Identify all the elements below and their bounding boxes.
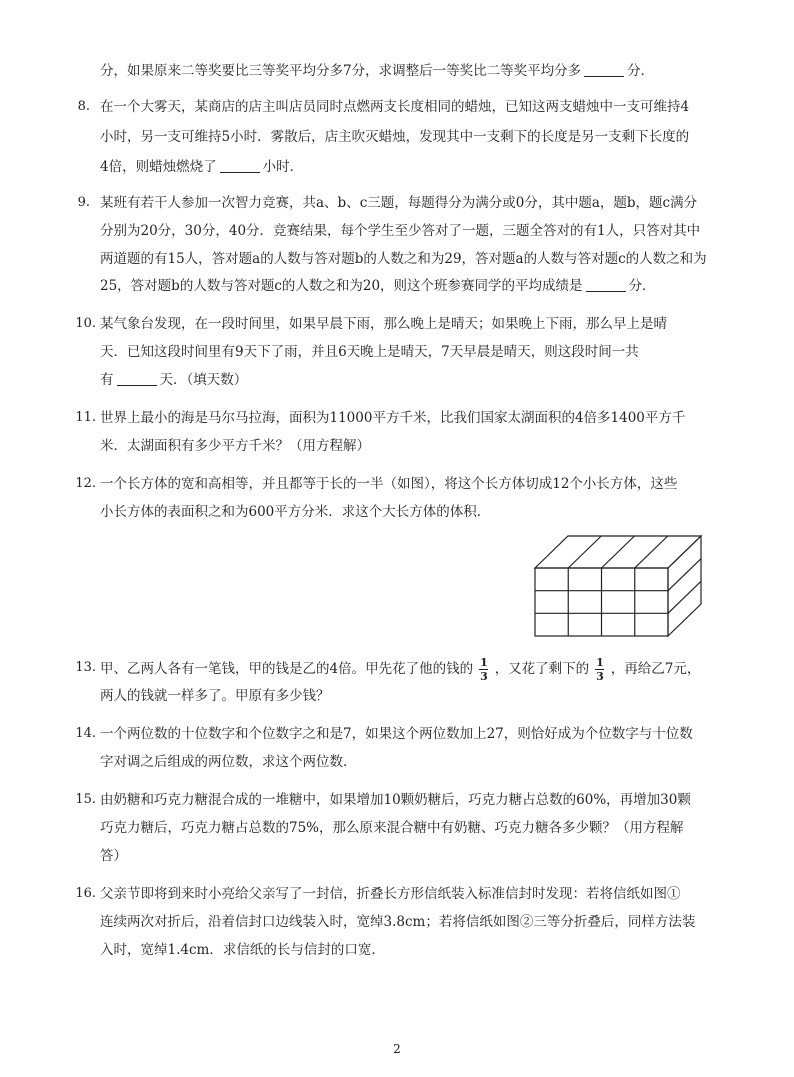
q7-line-1 xyxy=(100,61,654,81)
q11-number: 11. xyxy=(75,410,96,425)
q15-line-3: 答） xyxy=(100,848,127,864)
q7-text-b: 分． xyxy=(627,63,655,79)
q13-number: 13. xyxy=(75,660,96,675)
q14-line-2: 字对调之后组成的两位数，求这个两位数． xyxy=(100,754,357,770)
q12-number: 12. xyxy=(75,476,96,491)
q9-number: 9. xyxy=(77,195,90,210)
q9-line-3: 两道题的有15人，答对题a的人数与答对题b的人数之和为29，答对题a的人数与答对题c的人数之和为 xyxy=(100,251,707,267)
q10-text-b: 天．（填天数） xyxy=(159,372,248,388)
q14-line-1: 一个两位数的十位数字和个位数字之和是7，如果这个两位数加上27，则恰好成为个位数字与十位数 xyxy=(100,726,693,742)
q16-number: 16. xyxy=(75,886,96,901)
q13-text-c: ，再给乙7元， xyxy=(610,661,701,677)
q9-text-b: 分． xyxy=(628,278,656,294)
q13-text-b: ，又花了剩下的 xyxy=(494,661,590,677)
q8-text-a: 4倍，则蜡烛燃烧了 xyxy=(100,159,217,175)
q15-line-1: 由奶糖和巧克力糖混合成的一堆糖中，如果增加10颗奶糖后，巧克力糖占总数的60%，再增加30颗 xyxy=(100,792,691,808)
fraction-one-third-a: $\frac{1}{3}$ xyxy=(480,656,488,683)
fraction-one-third-b: $\frac{1}{3}$ xyxy=(596,656,604,683)
q9-line-4 xyxy=(100,276,656,296)
q10-line-3 xyxy=(100,370,247,390)
q8-text-b: 小时． xyxy=(262,159,304,175)
q13-line-1 xyxy=(100,656,700,682)
q8-line-1: 在一个大雾天，某商店的店主叫店员同时点燃两支长度相同的蜡烛，已知这两支蜡烛中一支可维持4 xyxy=(100,99,690,115)
q16-line-1: 父亲节即将到来时小亮给父亲写了一封信，折叠长方形信纸装入标准信封时发现：若将信纸如图① xyxy=(100,886,681,902)
q16-line-3: 入时，宽绰1.4cm．求信纸的长与信封的口宽． xyxy=(100,942,385,958)
q9-line-2: 分别为20分，30分，40分．竞赛结果，每个学生至少答对了一题，三题全答对的有1人，只答对其中 xyxy=(100,223,701,239)
q10-line-1: 某气象台发现，在一段时间里，如果早晨下雨，那么晚上是晴天；如果晚上下雨，那么早上是晴 xyxy=(100,316,667,332)
q12-line-1: 一个长方体的宽和高相等，并且都等于长的一半（如图），将这个长方体切成12个小长方体，这些 xyxy=(100,476,678,492)
q7-text-a: 分，如果原来二等奖要比三等奖平均分多7分，求调整后一等奖比二等奖平均分多 xyxy=(100,63,582,79)
q7-answer-blank[interactable] xyxy=(584,62,624,77)
q10-text-a: 有 xyxy=(100,372,114,388)
q9-text-a: 25，答对题b的人数与答对题c的人数之和为20，则这个班参赛同学的平均成绩是 xyxy=(100,278,583,294)
q10-line-2: 天．已知这段时间里有9天下了雨，并且6天晚上是晴天，7天早晨是晴天，则这段时间一共 xyxy=(100,344,639,360)
cuboid-figure xyxy=(530,534,710,640)
q9-line-1: 某班有若干人参加一次智力竞赛，共a、b、c三题，每题得分为满分或0分，其中题a，题b，题c满分 xyxy=(100,195,698,211)
q9-answer-blank[interactable] xyxy=(586,277,626,292)
q14-number: 14. xyxy=(75,726,96,741)
q12-line-2: 小长方体的表面积之和为600平方分米．求这个大长方体的体积． xyxy=(100,504,491,520)
q11-line-1: 世界上最小的海是马尔马拉海，面积为11000平方千米，比我们国家太湖面积的4倍多1400平方千 xyxy=(100,410,686,426)
q15-line-2: 巧克力糖后，巧克力糖占总数的75%，那么原来混合糖中有奶糖、巧克力糖各多少颗？（用方程解 xyxy=(100,820,684,836)
q8-line-3 xyxy=(100,157,303,177)
q13-text-a: 甲、乙两人各有一笔钱，甲的钱是乙的4倍。甲先花了他的钱的 xyxy=(100,661,474,677)
q8-answer-blank[interactable] xyxy=(220,158,260,173)
q13-line-2: 两人的钱就一样多了。甲原有多少钱？ xyxy=(100,688,330,704)
q10-number: 10. xyxy=(75,316,96,331)
q11-line-2: 米．太湖面积有多少平方千米？（用方程解） xyxy=(100,438,370,454)
q15-number: 15. xyxy=(75,792,96,807)
q8-line-2: 小时，另一支可维持5小时．雾散后，店主吹灭蜡烛，发现其中一支剩下的长度是另一支剩下长度的 xyxy=(100,129,690,145)
q10-answer-blank[interactable] xyxy=(117,371,157,386)
q16-line-2: 连续两次对折后，沿着信封口边线装入时，宽绰3.8cm；若将信纸如图②三等分折叠后，同样方法装 xyxy=(100,914,696,930)
q8-number: 8. xyxy=(77,99,90,114)
page-number: 2 xyxy=(393,1042,401,1056)
